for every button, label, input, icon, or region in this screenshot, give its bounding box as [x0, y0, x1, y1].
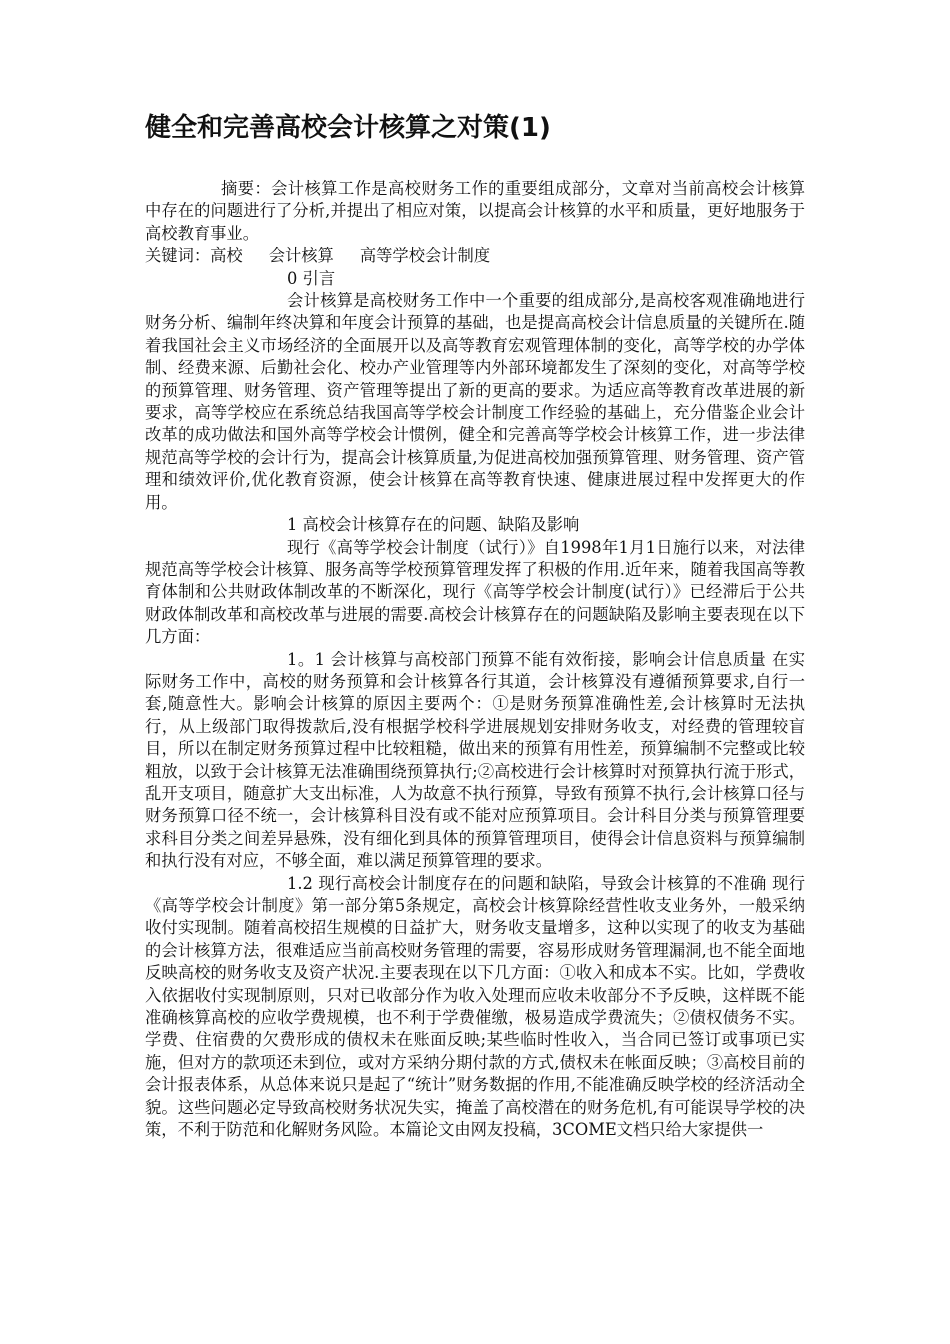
section-heading-intro: 0 引言 — [287, 268, 336, 288]
keywords-label: 关键词：高校 — [145, 246, 243, 266]
keyword-regulation: 高等学校会计制度 — [359, 246, 491, 266]
section-heading-1: 1 高校会计核算存在的问题、缺陷及影响 — [287, 515, 580, 535]
section-1-2-paragraph: 1.2 现行高校会计制度存在的问题和缺陷，导致会计核算的不准确 现行《高等学校会计制度》第一部分第5条规定，高校会计核算除经营性收支业务外，一般采纳收付实现制。随着高校招生规模的日益扩大，财务收支量增多，这种以实现了的收支为基础的会计核算方法，很难适应当前高校财务管理的需要，容易形成财务管理漏洞,也不能全面地反映高校的财务收支及资产状况.主要表现在以下几方面：①收入和成本不实。比如，学费收入依据收付实现制原则，只对已收部分作为收入处理而应收未收部分不予反映，这样既不能准确核算高校的应收学费规模，也不利于学费催缴，极易造成学费流失；②债权债务不实。学费、住宿费的欠费形成的债权未在账面反映;某些临时性收入，当合同已签订或事项已实施，但对方的款项还未到位，或对方采纳分期付款的方式,债权未在帐面反映；③高校目前的会计报表体系，从总体来说只是起了“统计”财务数据的作用,不能准确反映学校的经济活动全貌。这些问题必定导致高校财务状况失实，掩盖了高校潜在的财务危机,有可能误导学校的决策，不利于防范和化解财务风险。本篇论文由网友投稿，3COME文档只给大家提供一 — [145, 873, 805, 1140]
document-page — [145, 108, 805, 1141]
section-1-paragraph: 现行《高等学校会计制度（试行）》自1998年1月1日施行以来，对法律规范高等学校会计核算、服务高等学校预算管理发挥了积极的作用.近年来，随着我国高等教育体制和公共财政体制改革的不断深化，现行《高等学校会计制度(试行）》已经滞后于公共财政体制改革和高校改革与进展的需要.高校会计核算存在的问题缺陷及影响主要表现在以下几方面： — [145, 537, 805, 647]
keywords-line — [145, 245, 805, 267]
keyword-accounting: 会计核算 — [268, 246, 334, 266]
document-title: 健全和完善高校会计核算之对策(1) — [145, 113, 551, 143]
intro-paragraph: 会计核算是高校财务工作中一个重要的组成部分,是高校客观准确地进行财务分析、编制年终决算和年度会计预算的基础，也是提高高校会计信息质量的关键所在.随着我国社会主义市场经济的全面展开以及高等教育宏观管理体制的变化，高等学校的办学体制、经费来源、后勤社会化、校办产业管理等内外部环境都发生了深刻的变化，对高等学校的预算管理、财务管理、资产管理等提出了新的更高的要求。为适应高等教育改革进展的新要求，高等学校应在系统总结我国高等学校会计制度工作经验的基础上，充分借鉴企业会计改革的成功做法和国外高等学校会计惯例，健全和完善高等学校会计核算工作，进一步法律规范高等学校的会计行为，提高会计核算质量,为促进高校加强预算管理、财务管理、资产管理和绩效评价,优化教育资源，使会计核算在高等教育快速、健康进展过程中发挥更大的作用。 — [145, 291, 805, 512]
section-1-1-paragraph: 1。1 会计核算与高校部门预算不能有效衔接，影响会计信息质量 在实际财务工作中，高校的财务预算和会计核算各行其道，会计核算没有遵循预算要求,自行一套,随意性大。影响会计核算的原因主要两个：①是财务预算准确性差,会计核算时无法执行，从上级部门取得拨款后,没有根据学校科学进展规划安排财务收支，对经费的管理较盲目，所以在制定财务预算过程中比较粗糙，做出来的预算有用性差，预算编制不完整或比较粗放，以致于会计核算无法准确围绕预算执行;②高校进行会计核算时对预算执行流于形式，乱开支项目，随意扩大支出标准，人为故意不执行预算，导致有预算不执行,会计核算口径与财务预算口径不统一，会计核算科目没有或不能对应预算项目。会计科目分类与预算管理要求科目分类之间差异悬殊，没有细化到具体的预算管理项目，使得会计信息资料与预算编制和执行没有对应，不够全面，难以满足预算管理的要求。 — [145, 649, 805, 871]
abstract-paragraph: 摘要：会计核算工作是高校财务工作的重要组成部分，文章对当前高校会计核算中存在的问题进行了分析,并提出了相应对策，以提高会计核算的水平和质量，更好地服务于高校教育事业。 — [145, 179, 805, 243]
